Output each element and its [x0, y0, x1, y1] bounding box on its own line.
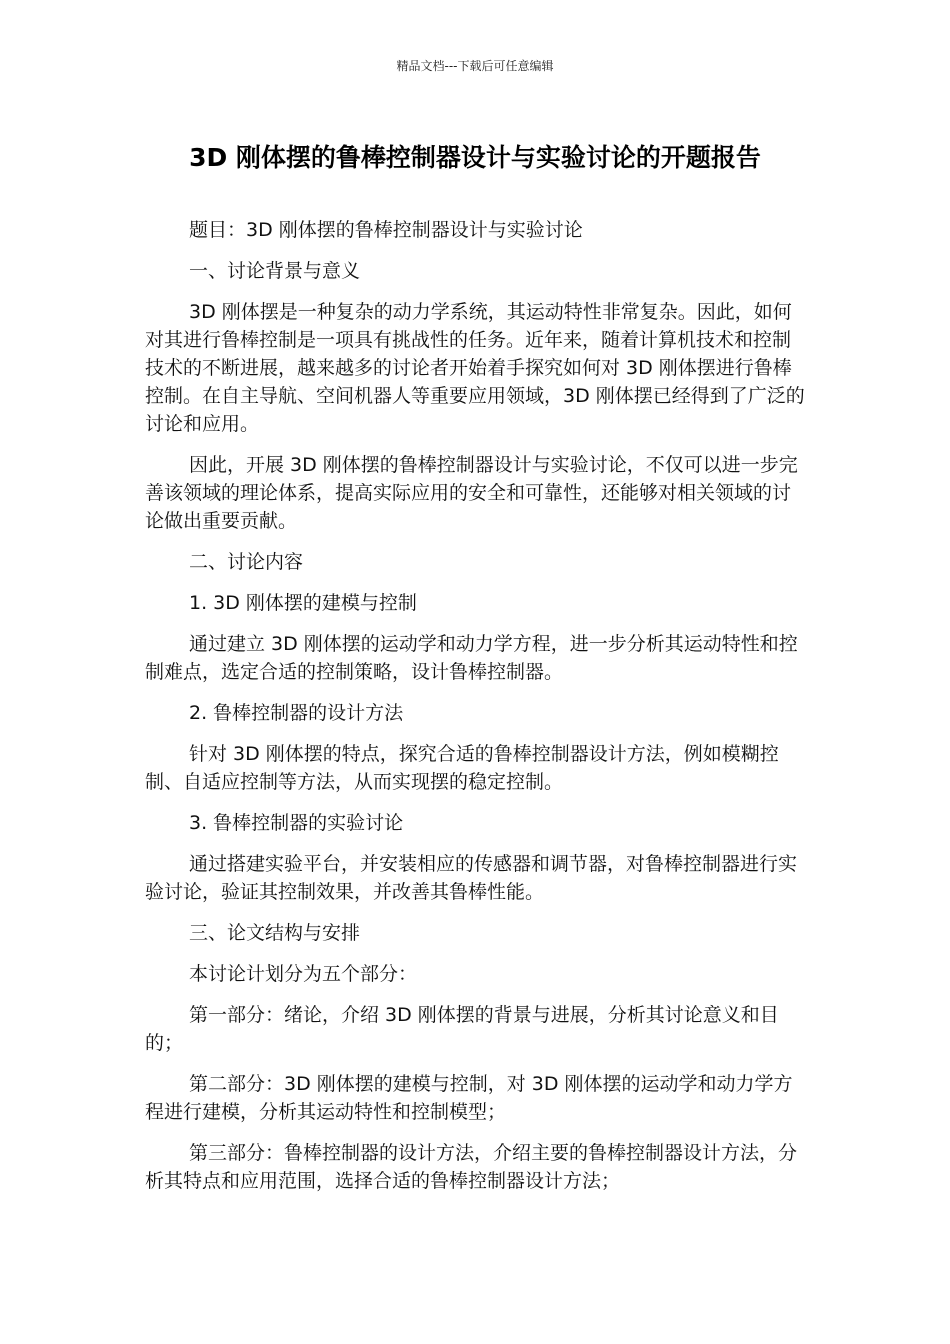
document-body [145, 216, 805, 1208]
paragraph-part-one: 第一部分：绪论，介绍 3D 刚体摆的背景与进展，分析其讨论意义和目的； [145, 1004, 779, 1054]
document-title: 3D 刚体摆的鲁棒控制器设计与实验讨论的开题报告 [189, 143, 761, 172]
paragraph-background: 3D 刚体摆是一种复杂的动力学系统，其运动特性非常复杂。因此，如何对其进行鲁棒控制是一项具有挑战性的任务。近年来，随着计算机技术和控制技术的不断进展，越来越多的讨论者开始着手探究如何对 3D 刚体摆进行鲁棒控制。在自主导航、空间机器人等重要应用领域，3D 刚体摆已经得到了广泛的讨论和应用。 [145, 301, 805, 435]
section-heading-content: 二、讨论内容 [189, 551, 304, 573]
subheading-modeling: 1. 3D 刚体摆的建模与控制 [189, 592, 417, 614]
section-heading-background: 一、讨论背景与意义 [189, 260, 361, 282]
subheading-experiment: 3. 鲁棒控制器的实验讨论 [189, 812, 404, 834]
paragraph-part-three: 第三部分：鲁棒控制器的设计方法，介绍主要的鲁棒控制器设计方法，分析其特点和应用范围，选择合适的鲁棒控制器设计方法； [145, 1142, 798, 1192]
subheading-design-method: 2. 鲁棒控制器的设计方法 [189, 702, 404, 724]
section-heading-structure: 三、论文结构与安排 [189, 922, 361, 944]
page-header: 精品文档---下载后可任意编辑 [396, 59, 554, 73]
paragraph-plan-intro: 本讨论计划分为五个部分： [189, 963, 418, 985]
paragraph-design-method: 针对 3D 刚体摆的特点，探究合适的鲁棒控制器设计方法，例如模糊控制、自适应控制等方法，从而实现摆的稳定控制。 [145, 743, 779, 793]
topic-line: 题目：3D 刚体摆的鲁棒控制器设计与实验讨论 [189, 219, 583, 241]
paragraph-experiment: 通过搭建实验平台，并安装相应的传感器和调节器，对鲁棒控制器进行实验讨论，验证其控制效果，并改善其鲁棒性能。 [145, 853, 798, 903]
paragraph-modeling: 通过建立 3D 刚体摆的运动学和动力学方程，进一步分析其运动特性和控制难点，选定合适的控制策略，设计鲁棒控制器。 [145, 633, 798, 683]
paragraph-part-two: 第二部分：3D 刚体摆的建模与控制，对 3D 刚体摆的运动学和动力学方程进行建模，分析其运动特性和控制模型； [145, 1073, 793, 1123]
paragraph-significance: 因此，开展 3D 刚体摆的鲁棒控制器设计与实验讨论，不仅可以进一步完善该领域的理论体系，提高实际应用的安全和可靠性，还能够对相关领域的讨论做出重要贡献。 [145, 454, 798, 532]
